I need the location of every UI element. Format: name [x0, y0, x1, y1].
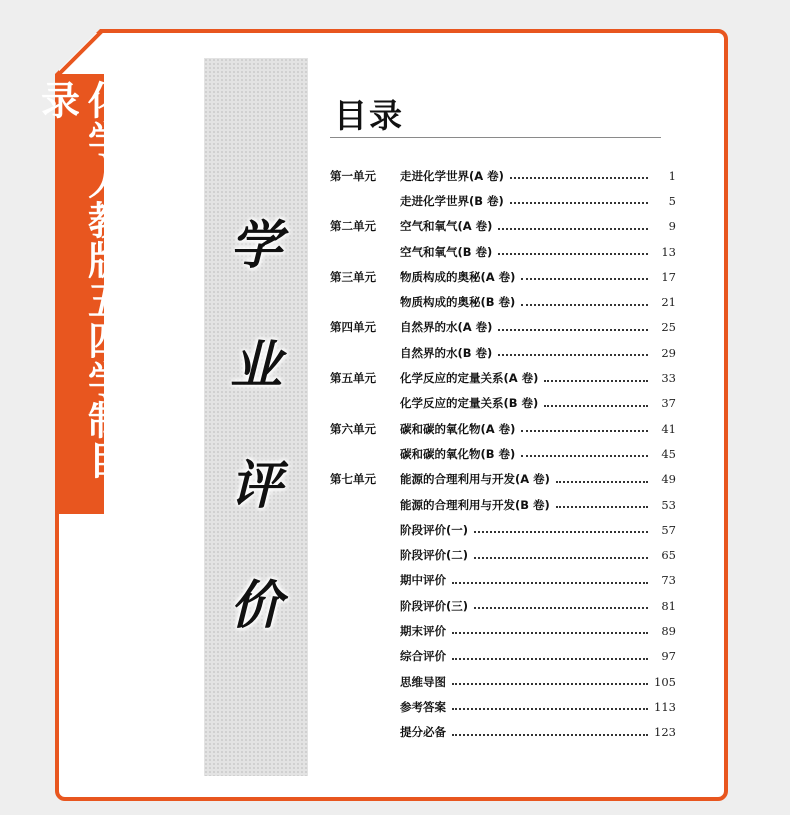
toc-title: 目录 — [334, 96, 404, 135]
toc-page-number: 13 — [661, 244, 676, 259]
toc-entry-body — [400, 395, 676, 411]
toc-entry-body — [400, 269, 676, 285]
dot-leader — [498, 328, 648, 331]
dot-leader — [521, 277, 648, 280]
toc-entry-body — [400, 522, 676, 538]
toc-entry-body — [400, 699, 676, 715]
toc-entry[interactable] — [330, 340, 676, 365]
toc-label: 能源的合理利用与开发(A 卷) — [400, 472, 550, 487]
toc-page-number: 9 — [668, 219, 676, 234]
toc-entry[interactable] — [330, 492, 676, 517]
side-tab-title: 化学人教版五四学制目录 — [34, 80, 127, 480]
toc-entry[interactable] — [330, 618, 676, 643]
toc-entry-body — [400, 370, 676, 386]
toc-page-number: 29 — [661, 345, 676, 360]
toc-entry-body — [400, 319, 676, 335]
toc-label: 能源的合理利用与开发(B 卷) — [400, 497, 550, 512]
toc-entry[interactable] — [330, 644, 676, 669]
title-divider — [330, 137, 661, 138]
toc-label: 自然界的水(A 卷) — [400, 320, 493, 335]
toc-page-number: 73 — [661, 573, 676, 588]
deco-char-1: 学 — [229, 215, 282, 276]
dot-leader — [452, 682, 648, 685]
toc-entry-body — [400, 724, 676, 740]
toc-label: 参考答案 — [400, 699, 446, 714]
toc-entry-body — [400, 446, 676, 462]
toc-unit: 第三单元 — [330, 269, 376, 284]
toc-entry[interactable] — [330, 188, 676, 213]
toc-entry[interactable] — [330, 365, 676, 390]
dot-leader — [498, 227, 648, 230]
dot-leader — [498, 252, 648, 255]
toc-entry[interactable] — [330, 517, 676, 542]
toc-unit: 第五单元 — [330, 371, 376, 386]
toc-entry[interactable] — [330, 214, 676, 239]
toc-page-number: 57 — [661, 522, 676, 537]
toc-entry-body — [400, 421, 676, 437]
toc-page-number: 33 — [661, 371, 676, 386]
toc-label: 综合评价 — [400, 649, 446, 664]
deco-char-4: 价 — [229, 575, 282, 636]
toc-label: 空气和氧气(A 卷) — [400, 219, 493, 234]
toc-label: 空气和氧气(B 卷) — [400, 244, 493, 259]
toc-page-number: 123 — [654, 725, 676, 740]
toc-label: 思维导图 — [400, 674, 446, 689]
toc-entry[interactable] — [330, 441, 676, 466]
toc-page-number: 113 — [654, 699, 676, 714]
toc-page-number: 21 — [661, 295, 676, 310]
toc-entry-body — [400, 471, 676, 487]
toc-entry[interactable] — [330, 720, 676, 745]
dot-leader — [452, 733, 648, 736]
toc-label: 碳和碳的氧化物(B 卷) — [400, 446, 516, 461]
toc-unit: 第四单元 — [330, 320, 376, 335]
toc-page-number: 45 — [661, 446, 676, 461]
toc-page-number: 5 — [668, 193, 676, 208]
toc-label: 走进化学世界(A 卷) — [400, 168, 504, 183]
dot-leader — [498, 353, 648, 356]
toc-entry[interactable] — [330, 568, 676, 593]
toc-page-number: 105 — [654, 674, 676, 689]
toc-label: 走进化学世界(B 卷) — [400, 193, 504, 208]
toc-entry-body — [400, 345, 676, 361]
toc-entry[interactable] — [330, 239, 676, 264]
toc-label: 阶段评价(三) — [400, 598, 469, 613]
dot-leader — [510, 201, 648, 204]
dot-leader — [474, 606, 648, 609]
toc-entry-body — [400, 648, 676, 664]
toc-unit: 第二单元 — [330, 219, 376, 234]
toc-unit: 第六单元 — [330, 421, 376, 436]
toc-label: 碳和碳的氧化物(A 卷) — [400, 421, 516, 436]
toc-entry-body — [400, 497, 676, 513]
dot-leader — [474, 530, 648, 533]
toc-entry[interactable] — [330, 542, 676, 567]
side-tab — [34, 74, 127, 514]
toc-entry-body — [400, 547, 676, 563]
toc-entry[interactable] — [330, 264, 676, 289]
dot-leader — [556, 505, 648, 508]
toc-page-number: 89 — [661, 623, 676, 638]
dot-leader — [452, 657, 648, 660]
toc-page-number: 37 — [661, 396, 676, 411]
toc-entry-body — [400, 598, 676, 614]
toc-page-number: 1 — [668, 168, 676, 183]
toc-page-number: 41 — [661, 421, 676, 436]
toc-unit: 第一单元 — [330, 168, 376, 183]
toc-label: 期中评价 — [400, 573, 446, 588]
toc-label: 阶段评价(二) — [400, 548, 469, 563]
toc-entry-body — [400, 244, 676, 260]
dot-leader — [452, 707, 648, 710]
dot-leader — [556, 480, 648, 483]
toc-unit: 第七单元 — [330, 472, 376, 487]
toc-entry-body — [400, 674, 676, 690]
toc-label: 自然界的水(B 卷) — [400, 345, 493, 360]
toc-entry-body — [400, 193, 676, 209]
toc-entry[interactable] — [330, 467, 676, 492]
toc-page-number: 65 — [661, 548, 676, 563]
dot-leader — [521, 454, 648, 457]
toc-entry-body — [400, 218, 676, 234]
toc-entry[interactable] — [330, 391, 676, 416]
dot-leader — [521, 303, 648, 306]
toc-page-number: 97 — [661, 649, 676, 664]
toc-label: 阶段评价(一) — [400, 522, 469, 537]
toc-entry-body — [400, 572, 676, 588]
toc-page-number: 49 — [661, 472, 676, 487]
toc-entry[interactable] — [330, 163, 676, 188]
toc-page-number: 53 — [661, 497, 676, 512]
dot-leader — [510, 176, 648, 179]
toc-label: 物质构成的奥秘(B 卷) — [400, 295, 516, 310]
dot-leader — [521, 429, 648, 432]
dot-leader — [544, 404, 648, 407]
toc-entry[interactable] — [330, 593, 676, 618]
dot-leader — [452, 581, 648, 584]
toc-label: 化学反应的定量关系(B 卷) — [400, 396, 539, 411]
toc-page-number: 17 — [661, 269, 676, 284]
dot-leader — [452, 631, 648, 634]
deco-char-2: 业 — [229, 335, 282, 396]
toc-entry-body — [400, 294, 676, 310]
decorative-strip — [204, 58, 308, 776]
toc-entry-body — [400, 168, 676, 184]
toc-label: 化学反应的定量关系(A 卷) — [400, 371, 539, 386]
toc-entry-body — [400, 623, 676, 639]
toc-label: 提分必备 — [400, 725, 446, 740]
toc-page-number: 25 — [661, 320, 676, 335]
toc-entry[interactable] — [330, 289, 676, 314]
toc-entry[interactable] — [330, 416, 676, 441]
toc-entry[interactable] — [330, 315, 676, 340]
toc-label: 物质构成的奥秘(A 卷) — [400, 269, 516, 284]
deco-char-3: 评 — [229, 455, 282, 516]
table-of-contents — [330, 163, 676, 745]
dot-leader — [474, 556, 648, 559]
toc-entry[interactable] — [330, 694, 676, 719]
toc-page-number: 81 — [661, 598, 676, 613]
dot-leader — [544, 379, 648, 382]
toc-label: 期末评价 — [400, 623, 446, 638]
toc-entry[interactable] — [330, 669, 676, 694]
